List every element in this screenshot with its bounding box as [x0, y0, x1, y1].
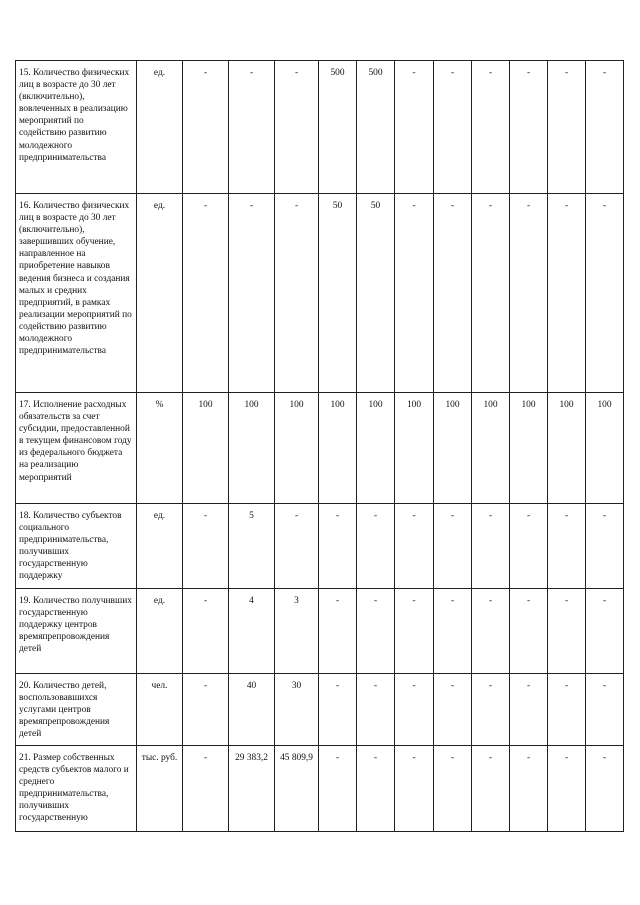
- indicator-name: 15. Количество физических лиц в возрасте до 30 лет (включительно), вовлеченных в реализацию мероприятий по содействию развитию молодежного предпринимательства: [16, 61, 137, 194]
- indicator-value: -: [472, 61, 510, 194]
- indicator-value: -: [357, 674, 395, 746]
- indicator-value: 100: [586, 393, 624, 504]
- table-row: [16, 61, 624, 194]
- indicator-value: -: [548, 674, 586, 746]
- indicator-value: 100: [434, 393, 472, 504]
- indicator-unit: ед.: [137, 61, 183, 194]
- indicator-name: 16. Количество физических лиц в возрасте до 30 лет (включительно), завершивших обучение, направленное на приобретение навыков ведения бизнеса и создания малых и средних предприятий, в рамках реализации мероприятий по содействию развитию молодежного предпринимательства: [16, 194, 137, 393]
- indicator-value: -: [319, 589, 357, 674]
- indicator-value: -: [548, 61, 586, 194]
- indicator-value: 50: [319, 194, 357, 393]
- indicator-value: 30: [275, 674, 319, 746]
- table-row: [16, 589, 624, 674]
- indicator-unit: ед.: [137, 589, 183, 674]
- indicator-unit: чел.: [137, 674, 183, 746]
- indicator-value: -: [275, 194, 319, 393]
- indicator-value: -: [472, 674, 510, 746]
- indicator-unit: ед.: [137, 504, 183, 589]
- indicator-name: 17. Исполнение расходных обязательств за счет субсидии, предоставленной в текущем финансовом году из федерального бюджета на реализацию мероприятий: [16, 393, 137, 504]
- indicator-value: 50: [357, 194, 395, 393]
- indicator-value: -: [229, 61, 275, 194]
- indicator-name: 19. Количество получивших государственную поддержку центров времяпрепровождения детей: [16, 589, 137, 674]
- indicator-value: -: [319, 504, 357, 589]
- indicator-value: -: [395, 674, 434, 746]
- table-row: [16, 393, 624, 504]
- indicator-unit: тыс. руб.: [137, 746, 183, 832]
- indicator-value: 100: [229, 393, 275, 504]
- indicator-value: -: [434, 194, 472, 393]
- indicator-value: -: [275, 61, 319, 194]
- indicator-value: 100: [275, 393, 319, 504]
- indicator-value: -: [548, 589, 586, 674]
- indicator-value: -: [434, 61, 472, 194]
- indicator-value: 100: [183, 393, 229, 504]
- indicator-value: -: [472, 504, 510, 589]
- indicator-value: -: [510, 61, 548, 194]
- indicator-name: 20. Количество детей, воспользовавшихся услугами центров времяпрепровождения детей: [16, 674, 137, 746]
- indicator-value: 100: [395, 393, 434, 504]
- table-row: [16, 746, 624, 832]
- indicator-value: -: [548, 194, 586, 393]
- indicator-value: -: [357, 589, 395, 674]
- indicator-value: -: [183, 674, 229, 746]
- table-row: [16, 194, 624, 393]
- indicator-value: -: [395, 589, 434, 674]
- indicator-value: -: [472, 746, 510, 832]
- indicator-value: -: [395, 194, 434, 393]
- indicator-value: -: [183, 746, 229, 832]
- indicator-value: -: [472, 194, 510, 393]
- indicator-value: -: [357, 504, 395, 589]
- indicator-value: 5: [229, 504, 275, 589]
- indicator-value: -: [586, 61, 624, 194]
- indicator-value: -: [183, 194, 229, 393]
- indicator-value: 100: [472, 393, 510, 504]
- indicators-table: [15, 60, 624, 832]
- indicator-value: -: [434, 504, 472, 589]
- indicator-value: -: [510, 194, 548, 393]
- indicator-value: -: [472, 589, 510, 674]
- indicator-value: -: [434, 589, 472, 674]
- indicator-value: -: [319, 674, 357, 746]
- indicator-value: -: [319, 746, 357, 832]
- table-body: [16, 61, 624, 832]
- indicator-value: 40: [229, 674, 275, 746]
- indicator-value: -: [357, 746, 395, 832]
- indicator-value: -: [229, 194, 275, 393]
- indicator-value: 100: [319, 393, 357, 504]
- indicator-value: -: [510, 504, 548, 589]
- indicator-value: -: [183, 504, 229, 589]
- indicator-value: 3: [275, 589, 319, 674]
- indicator-value: -: [586, 746, 624, 832]
- indicator-unit: %: [137, 393, 183, 504]
- indicator-value: -: [183, 61, 229, 194]
- indicator-value: -: [395, 61, 434, 194]
- indicator-value: -: [434, 746, 472, 832]
- indicator-value: 100: [510, 393, 548, 504]
- indicator-value: 4: [229, 589, 275, 674]
- indicator-value: -: [586, 504, 624, 589]
- indicator-value: -: [510, 746, 548, 832]
- indicator-value: 500: [357, 61, 395, 194]
- indicator-value: -: [586, 589, 624, 674]
- indicator-value: 29 383,2: [229, 746, 275, 832]
- indicator-value: -: [548, 746, 586, 832]
- table-row: [16, 674, 624, 746]
- indicator-value: -: [395, 746, 434, 832]
- indicator-value: -: [510, 589, 548, 674]
- indicator-value: 100: [357, 393, 395, 504]
- indicator-value: -: [586, 674, 624, 746]
- indicator-value: -: [183, 589, 229, 674]
- indicator-value: -: [395, 504, 434, 589]
- indicator-name: 18. Количество субъектов социального предпринимательства, получивших государственную поддержку: [16, 504, 137, 589]
- indicator-value: 100: [548, 393, 586, 504]
- indicator-value: -: [586, 194, 624, 393]
- indicator-value: -: [434, 674, 472, 746]
- indicator-value: 45 809,9: [275, 746, 319, 832]
- table-row: [16, 504, 624, 589]
- indicator-name: 21. Размер собственных средств субъектов малого и среднего предпринимательства, получивших государственную: [16, 746, 137, 832]
- indicator-value: -: [510, 674, 548, 746]
- indicator-value: -: [275, 504, 319, 589]
- indicator-value: -: [548, 504, 586, 589]
- indicator-value: 500: [319, 61, 357, 194]
- indicator-unit: ед.: [137, 194, 183, 393]
